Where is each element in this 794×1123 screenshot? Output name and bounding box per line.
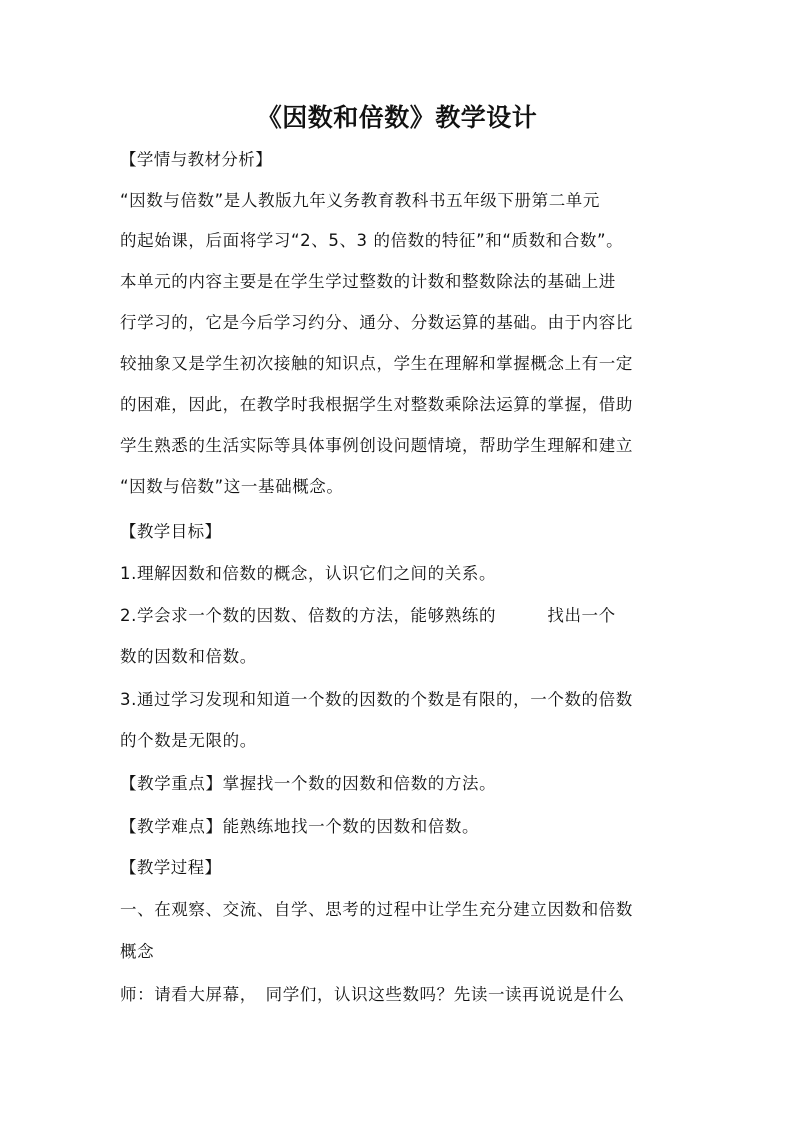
paragraph-line: “因数与倍数”是人教版九年义务教育教科书五年级下册第二单元	[120, 191, 600, 210]
paragraph-line: “因数与倍数”这一基础概念。	[120, 477, 344, 496]
goal-line: 2.学会求一个数的因数、倍数的方法，能够熟练的 找出一个	[120, 606, 616, 625]
paragraph-line: 的困难，因此，在教学时我根据学生对整数乘除法运算的掌握，借助	[120, 395, 633, 414]
process-line: 一、在观察、交流、自学、思考的过程中让学生充分建立因数和倍数	[120, 900, 633, 919]
goal-line: 1.理解因数和倍数的概念，认识它们之间的关系。	[120, 564, 497, 583]
section-heading-analysis: 【学情与教材分析】	[120, 150, 273, 169]
paragraph-line: 学生熟悉的生活实际等具体事例创设问题情境，帮助学生理解和建立	[120, 436, 633, 455]
paragraph-line: 的起始课，后面将学习“2、5、3 的倍数的特征”和“质数和合数”。	[120, 231, 624, 250]
paragraph-line: 本单元的内容主要是在学生学过整数的计数和整数除法的基础上进	[120, 272, 616, 291]
difficult-point: 【教学难点】能熟练地找一个数的因数和倍数。	[120, 817, 480, 836]
key-point: 【教学重点】掌握找一个数的因数和倍数的方法。	[120, 774, 497, 793]
goal-line: 数的因数和倍数。	[120, 647, 257, 666]
section-heading-goals: 【教学目标】	[120, 522, 222, 541]
paragraph-line: 较抽象又是学生初次接触的知识点，学生在理解和掌握概念上有一定	[120, 354, 633, 373]
goal-line: 3.通过学习发现和知道一个数的因数的个数是有限的，一个数的倍数	[120, 690, 633, 709]
document-title: 《因数和倍数》教学设计	[256, 103, 538, 132]
process-line: 师：请看大屏幕， 同学们，认识这些数吗？先读一读再说说是什么	[120, 985, 625, 1004]
goal-line: 的个数是无限的。	[120, 731, 257, 750]
section-heading-process: 【教学过程】	[120, 858, 222, 877]
paragraph-line: 行学习的，它是今后学习约分、通分、分数运算的基础。由于内容比	[120, 313, 633, 332]
process-line: 概念	[120, 942, 155, 961]
